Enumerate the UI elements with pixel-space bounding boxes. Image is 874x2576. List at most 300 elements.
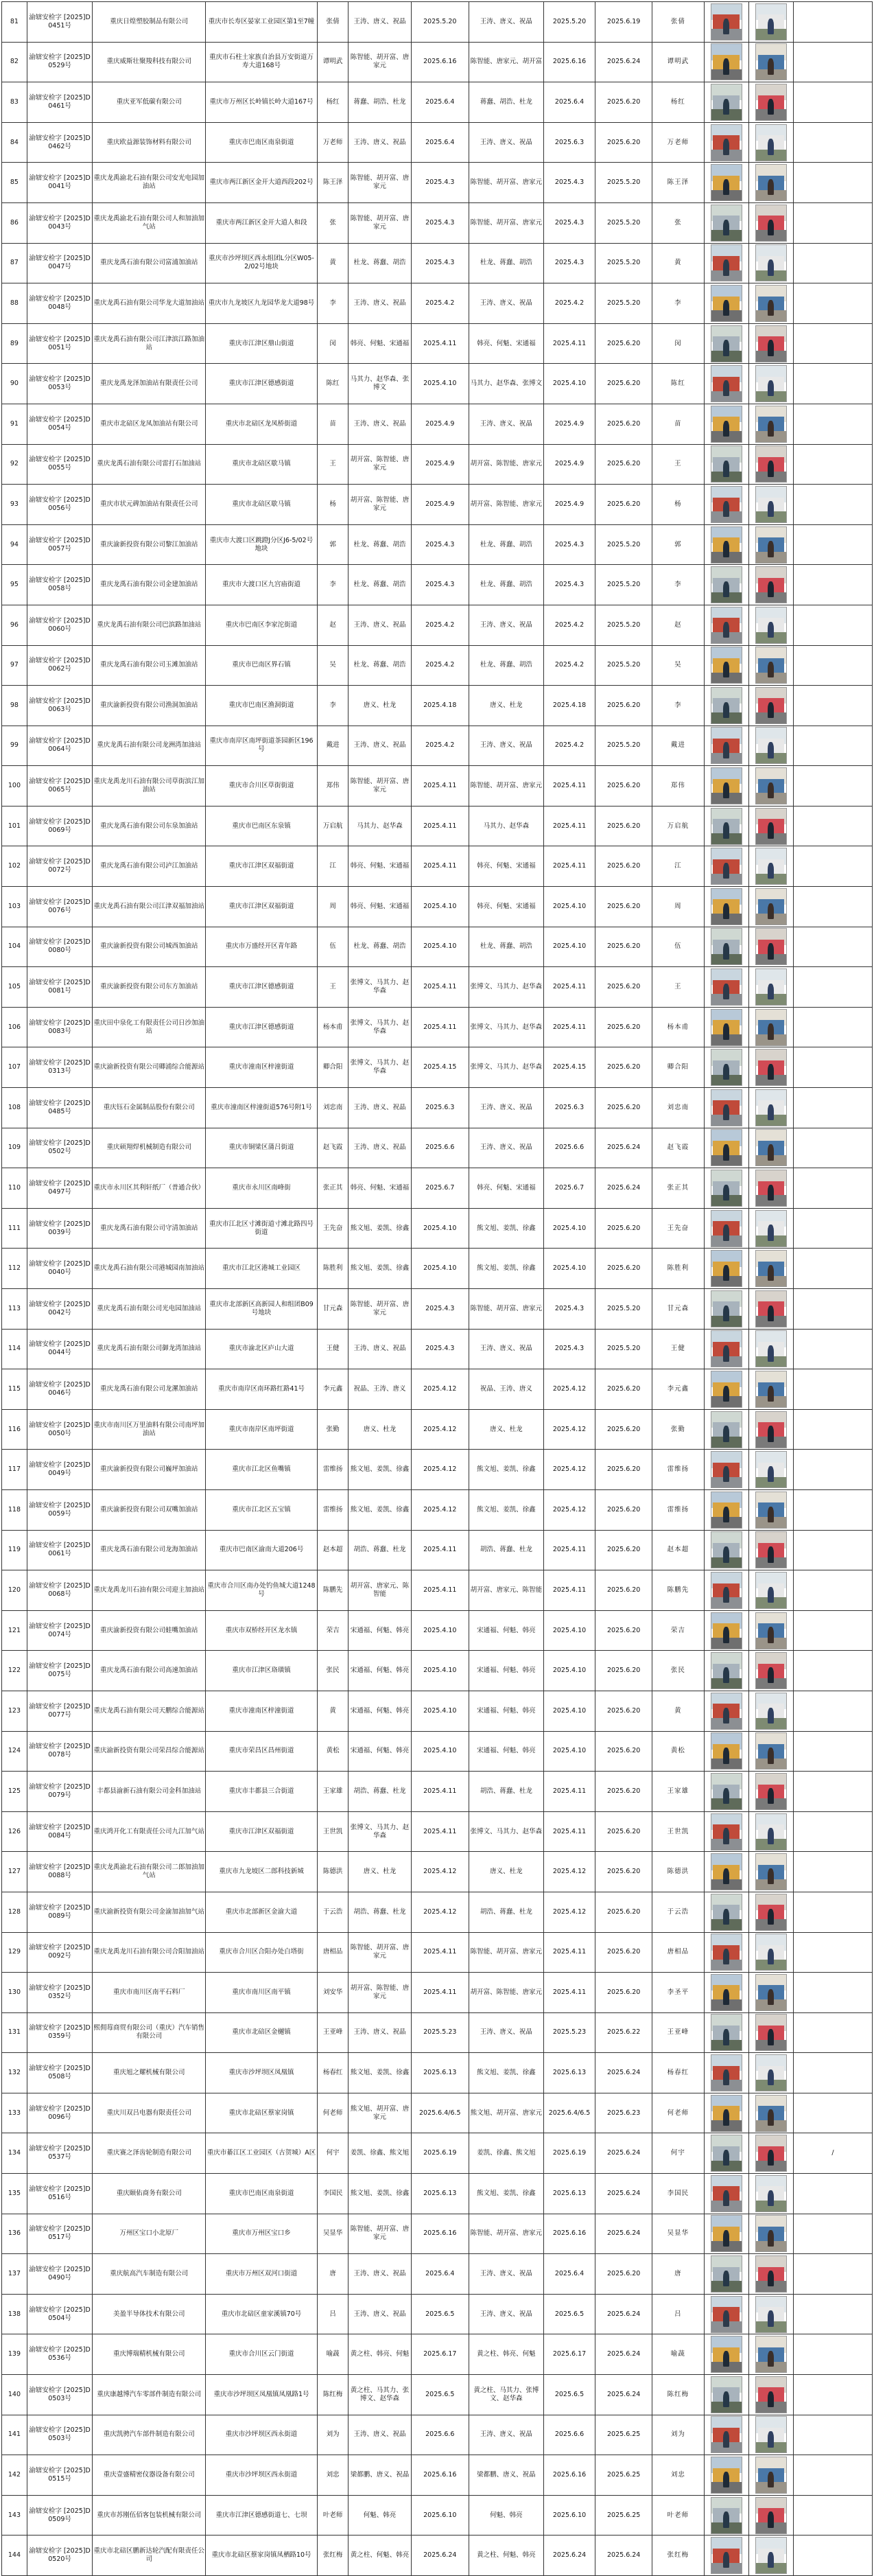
company-cell: 重庆龙禹龙川石油有限公司迎主加油站 — [93, 1570, 206, 1611]
company-cell: 重庆龙禹石油有限公司玉滩加油站 — [93, 645, 206, 686]
company-cell: 重庆龙禹龙川石油有限公司合阳加油站 — [93, 1932, 206, 1973]
inspect-date-cell: 2025.4.12 — [411, 1489, 469, 1530]
doc-number-cell: 渝辖安检字 [2025]D0451号 — [27, 2, 92, 43]
signature-cell: 万启航 — [652, 806, 704, 846]
deadline-cell: 2025.6.24 — [595, 2174, 652, 2214]
contact-cell: 雷维扬 — [317, 1450, 349, 1490]
contact-cell: 黄松 — [317, 1731, 349, 1772]
site-photo-icon — [711, 1250, 742, 1287]
inspect-date-cell: 2025.4.11 — [411, 1772, 469, 1812]
photo-cell — [748, 1208, 793, 1249]
doc-number-cell: 渝辖安检字 [2025]D0485号 — [27, 1088, 92, 1128]
table-row — [2, 927, 873, 967]
site-photo-icon — [755, 164, 787, 201]
address-cell: 重庆市綦江区工业园区（古贺城）A区 — [206, 2133, 318, 2174]
note-cell — [793, 1932, 872, 1973]
address-cell: 重庆市两江新区金开大道西段202号 — [206, 163, 318, 203]
reviewers-cell: 陈智能、胡开富、唐家元 — [469, 163, 543, 203]
table-row — [2, 1530, 873, 1570]
review-date-cell: 2025.4.10 — [543, 1651, 595, 1691]
site-photo-icon — [755, 1170, 787, 1207]
site-photo-icon — [711, 2537, 742, 2574]
review-date-cell: 2025.4.3 — [543, 1329, 595, 1369]
company-cell: 重庆市南川区万里油料有限公司南坪加油站 — [93, 1409, 206, 1450]
address-cell: 重庆市北部新区高新园人和组团B09号地块 — [206, 1289, 318, 1330]
signature-cell: 唐相品 — [652, 1932, 704, 1973]
inspect-date-cell: 2025.4.12 — [411, 1409, 469, 1450]
inspect-date-cell: 2025.4.12 — [411, 1892, 469, 1932]
site-photo-icon — [711, 445, 742, 483]
reviewers-cell: 胡浩、蒋蠢、杜龙 — [469, 1892, 543, 1932]
note-cell — [793, 1369, 872, 1410]
seq-cell: 81 — [2, 2, 27, 43]
inspect-date-cell: 2025.4.3 — [411, 1329, 469, 1369]
seq-cell: 101 — [2, 806, 27, 846]
deadline-cell: 2025.6.20 — [595, 1892, 652, 1932]
inspect-date-cell: 2025.4.3 — [411, 243, 469, 283]
inspectors-cell: 胡开富、唐家元、陈智能 — [349, 1570, 411, 1611]
inspect-date-cell: 2025.6.4 — [411, 2254, 469, 2295]
seq-cell: 142 — [2, 2455, 27, 2496]
photo-cell — [748, 1973, 793, 2013]
reviewers-cell: 王涛、唐义、祝晶 — [469, 605, 543, 645]
company-cell: 重庆市北碚区鹏新达轮汽配有限责任公司 — [93, 2536, 206, 2576]
table-row — [2, 846, 873, 887]
note-cell — [793, 645, 872, 686]
site-photo-icon — [711, 2054, 742, 2091]
signature-cell: 郑伟 — [652, 766, 704, 807]
review-date-cell: 2025.4.11 — [543, 846, 595, 887]
doc-number-cell: 渝辖安检字 [2025]D0088号 — [27, 1852, 92, 1892]
table-row — [2, 887, 873, 927]
address-cell: 重庆市北碚区龙凤桥街道 — [206, 404, 318, 444]
address-cell: 重庆市永川区南峰街 — [206, 1168, 318, 1209]
company-cell: 重庆博瑞精机械有限公司 — [93, 2334, 206, 2375]
site-photo-icon — [755, 968, 787, 1006]
site-photo-icon — [755, 406, 787, 443]
review-date-cell: 2025.4.15 — [543, 1047, 595, 1088]
review-date-cell: 2025.4.10 — [543, 927, 595, 967]
inspect-date-cell: 2025.4.10 — [411, 1610, 469, 1651]
site-photo-icon — [755, 1894, 787, 1931]
inspect-date-cell: 2025.4.10 — [411, 1651, 469, 1691]
site-photo-icon — [755, 2376, 787, 2413]
seq-cell: 97 — [2, 645, 27, 686]
photo-cell — [704, 1731, 748, 1772]
inspectors-cell: 唐义、杜龙 — [349, 1852, 411, 1892]
photo-cell — [748, 1932, 793, 1973]
reviewers-cell: 黄之柱、何魁、韩亮 — [469, 2536, 543, 2576]
photo-cell — [704, 1409, 748, 1450]
photo-cell — [704, 1289, 748, 1330]
seq-cell: 107 — [2, 1047, 27, 1088]
deadline-cell: 2025.6.20 — [595, 967, 652, 1008]
deadline-cell: 2025.6.20 — [595, 1530, 652, 1570]
seq-cell: 103 — [2, 887, 27, 927]
note-cell — [793, 1651, 872, 1691]
signature-cell: 吴显华 — [652, 2214, 704, 2254]
inspectors-cell: 胡开富、陈智能、唐家元 — [349, 1973, 411, 2013]
deadline-cell: 2025.6.24 — [595, 1128, 652, 1168]
note-cell — [793, 2455, 872, 2496]
table-row — [2, 1329, 873, 1369]
deadline-cell: 2025.6.20 — [595, 927, 652, 967]
contact-cell: 唐相品 — [317, 1932, 349, 1973]
inspect-date-cell: 2025.4.3 — [411, 202, 469, 243]
review-date-cell: 2025.6.6 — [543, 1128, 595, 1168]
signature-cell: 赵 — [652, 605, 704, 645]
site-photo-icon — [711, 1652, 742, 1689]
review-date-cell: 2025.4.10 — [543, 1249, 595, 1289]
note-cell — [793, 806, 872, 846]
doc-number-cell: 渝辖安检字 [2025]D0537号 — [27, 2133, 92, 2174]
site-photo-icon — [755, 3, 787, 40]
site-photo-icon — [755, 1934, 787, 1971]
table-row — [2, 323, 873, 364]
table-row — [2, 1932, 873, 1973]
inspectors-cell: 胡浩、蒋蠢、杜龙 — [349, 1530, 411, 1570]
seq-cell: 106 — [2, 1007, 27, 1047]
contact-cell: 赵本超 — [317, 1530, 349, 1570]
photo-cell — [748, 2375, 793, 2415]
contact-cell: 陈鹏先 — [317, 1570, 349, 1611]
contact-cell: 吴 — [317, 645, 349, 686]
site-photo-icon — [711, 1693, 742, 1730]
company-cell: 重庆渝新投资有限公司城西加油站 — [93, 927, 206, 967]
deadline-cell: 2025.6.25 — [595, 2415, 652, 2455]
site-photo-icon — [755, 928, 787, 965]
contact-cell: 卿合阳 — [317, 1047, 349, 1088]
seq-cell: 144 — [2, 2536, 27, 2576]
doc-number-cell: 渝辖安检字 [2025]D0060号 — [27, 605, 92, 645]
inspect-date-cell: 2025.4.11 — [411, 846, 469, 887]
reviewers-cell: 王涛、唐义、祝晶 — [469, 2, 543, 43]
seq-cell: 139 — [2, 2334, 27, 2375]
site-photo-icon — [755, 2255, 787, 2293]
review-date-cell: 2025.6.4 — [543, 2254, 595, 2295]
table-row — [2, 565, 873, 605]
deadline-cell: 2025.6.20 — [595, 364, 652, 404]
seq-cell: 116 — [2, 1409, 27, 1450]
deadline-cell: 2025.6.20 — [595, 1088, 652, 1128]
contact-cell: 王世凯 — [317, 1811, 349, 1852]
site-photo-icon — [711, 1129, 742, 1166]
note-cell — [793, 122, 872, 163]
inspect-date-cell: 2025.4.10 — [411, 1731, 469, 1772]
photo-cell — [704, 122, 748, 163]
site-photo-icon — [711, 647, 742, 684]
photo-cell — [704, 2455, 748, 2496]
inspect-date-cell: 2025.4.11 — [411, 1007, 469, 1047]
contact-cell: 郭 — [317, 524, 349, 565]
doc-number-cell: 渝辖安检字 [2025]D0516号 — [27, 2174, 92, 2214]
site-photo-icon — [755, 285, 787, 322]
site-photo-icon — [711, 84, 742, 121]
inspect-date-cell: 2025.4.10 — [411, 1208, 469, 1249]
contact-cell: 周 — [317, 887, 349, 927]
review-date-cell: 2025.4.2 — [543, 283, 595, 324]
site-photo-icon — [711, 848, 742, 885]
contact-cell: 张 — [317, 202, 349, 243]
review-date-cell: 2025.4.12 — [543, 1369, 595, 1410]
review-date-cell: 2025.6.19 — [543, 2133, 595, 2174]
deadline-cell: 2025.6.24 — [595, 2214, 652, 2254]
note-cell — [793, 202, 872, 243]
photo-cell — [704, 1570, 748, 1611]
inspect-date-cell: 2025.6.10 — [411, 2495, 469, 2536]
photo-cell — [704, 1088, 748, 1128]
photo-cell — [704, 726, 748, 766]
company-cell: 重庆凯骋汽车部件制造有限公司 — [93, 2415, 206, 2455]
reviewers-cell: 宋通福、何魁、韩亮 — [469, 1651, 543, 1691]
doc-number-cell: 渝辖安检字 [2025]D0065号 — [27, 766, 92, 807]
site-photo-icon — [711, 808, 742, 845]
doc-number-cell: 渝辖安检字 [2025]D0462号 — [27, 122, 92, 163]
site-photo-icon — [711, 1290, 742, 1327]
table-row — [2, 1289, 873, 1330]
signature-cell: 张正其 — [652, 1168, 704, 1209]
signature-cell: 苗 — [652, 404, 704, 444]
site-photo-icon — [755, 1974, 787, 2011]
signature-cell: 王家雄 — [652, 1772, 704, 1812]
inspectors-cell: 陈智能、胡开富、唐家元 — [349, 202, 411, 243]
note-cell — [793, 2174, 872, 2214]
deadline-cell: 2025.6.20 — [595, 887, 652, 927]
site-photo-icon — [711, 1612, 742, 1649]
contact-cell: 李 — [317, 686, 349, 726]
doc-number-cell: 渝辖安检字 [2025]D0053号 — [27, 364, 92, 404]
site-photo-icon — [711, 3, 742, 40]
company-cell: 重庆龙禹石油有限公司富浦加油站 — [93, 243, 206, 283]
signature-cell: 陈德洪 — [652, 1852, 704, 1892]
note-cell — [793, 1128, 872, 1168]
contact-cell: 王先奋 — [317, 1208, 349, 1249]
seq-cell: 92 — [2, 444, 27, 485]
deadline-cell: 2025.6.20 — [595, 1772, 652, 1812]
photo-cell — [704, 1329, 748, 1369]
review-date-cell: 2025.6.6 — [543, 2415, 595, 2455]
site-photo-icon — [711, 2215, 742, 2252]
site-photo-icon — [755, 365, 787, 402]
signature-cell: 何宇 — [652, 2133, 704, 2174]
inspect-date-cell: 2025.4.11 — [411, 766, 469, 807]
deadline-cell: 2025.6.24 — [595, 2536, 652, 2576]
doc-number-cell: 渝辖安检字 [2025]D0504号 — [27, 2294, 92, 2334]
site-photo-icon — [711, 1330, 742, 1367]
photo-cell — [704, 1168, 748, 1209]
address-cell: 重庆市荣昌区昌州街道 — [206, 1731, 318, 1772]
note-cell — [793, 163, 872, 203]
reviewers-cell: 陈智能、唐家元、胡开富 — [469, 42, 543, 82]
review-date-cell: 2025.4.11 — [543, 1973, 595, 2013]
note-cell — [793, 82, 872, 123]
note-cell — [793, 927, 872, 967]
doc-number-cell: 渝辖安检字 [2025]D0502号 — [27, 1128, 92, 1168]
company-cell: 重庆龙禹石油有限公司华龙大道加油站 — [93, 283, 206, 324]
inspectors-cell: 宋通福、何魁、韩亮 — [349, 1731, 411, 1772]
site-photo-icon — [755, 1411, 787, 1448]
signature-cell: 何老师 — [652, 2093, 704, 2133]
seq-cell: 82 — [2, 42, 27, 82]
seq-cell: 132 — [2, 2053, 27, 2093]
inspectors-cell: 王涛、唐义、祝晶 — [349, 404, 411, 444]
signature-cell: 李 — [652, 686, 704, 726]
note-cell — [793, 2495, 872, 2536]
table-row — [2, 2536, 873, 2576]
site-photo-icon — [755, 2054, 787, 2091]
site-photo-icon — [755, 526, 787, 564]
inspect-date-cell: 2025.4.2 — [411, 605, 469, 645]
review-date-cell: 2025.4.2 — [543, 605, 595, 645]
address-cell: 重庆市巴南区界石镇 — [206, 645, 318, 686]
photo-cell — [704, 645, 748, 686]
address-cell: 重庆市沙坪坝区西永街道 — [206, 2415, 318, 2455]
inspectors-cell: 黄之柱、韩亮、何魁 — [349, 2334, 411, 2375]
site-photo-icon — [755, 486, 787, 523]
photo-cell — [748, 42, 793, 82]
inspectors-cell: 王涛、唐义、祝晶 — [349, 2, 411, 43]
address-cell: 重庆市江津区双福街道 — [206, 887, 318, 927]
reviewers-cell: 陈智能、胡开富、唐家元 — [469, 1932, 543, 1973]
seq-cell: 88 — [2, 283, 27, 324]
seq-cell: 83 — [2, 82, 27, 123]
inspectors-cell: 王涛、唐义、祝晶 — [349, 2294, 411, 2334]
inspect-date-cell: 2025.6.16 — [411, 2455, 469, 2496]
contact-cell: 唐 — [317, 2254, 349, 2295]
address-cell: 重庆市巴南区南泉街道 — [206, 122, 318, 163]
review-date-cell: 2025.4.3 — [543, 202, 595, 243]
reviewers-cell: 王涛、唐义、祝晶 — [469, 2012, 543, 2053]
company-cell: 重庆欧益源装饰材料有限公司 — [93, 122, 206, 163]
inspect-date-cell: 2025.4.11 — [411, 967, 469, 1008]
note-cell — [793, 1892, 872, 1932]
note-cell — [793, 1168, 872, 1209]
inspect-date-cell: 2025.4.3 — [411, 565, 469, 605]
address-cell: 重庆市北碚区蔡家岗镇 — [206, 2093, 318, 2133]
photo-cell — [704, 1208, 748, 1249]
contact-cell: 刘忠 — [317, 2455, 349, 2496]
reviewers-cell: 陈智能、胡开富、唐家元 — [469, 202, 543, 243]
table-row — [2, 1973, 873, 2013]
site-photo-icon — [755, 1531, 787, 1568]
reviewers-cell: 胡开富、陈智能、唐家元 — [469, 1973, 543, 2013]
site-photo-icon — [711, 2296, 742, 2333]
company-cell: 重庆龙禹石油有限公司港城园南加油站 — [93, 1249, 206, 1289]
site-photo-icon — [711, 285, 742, 322]
photo-cell — [748, 2455, 793, 2496]
site-photo-icon — [711, 2497, 742, 2534]
company-cell: 万州区宝口小北原厂 — [93, 2214, 206, 2254]
photo-cell — [748, 163, 793, 203]
company-cell: 重庆龙禹石油有限公司守清加油站 — [93, 1208, 206, 1249]
signature-cell: 王先奋 — [652, 1208, 704, 1249]
doc-number-cell: 渝辖安检字 [2025]D0059号 — [27, 1489, 92, 1530]
inspect-date-cell: 2025.6.4/6.5 — [411, 2093, 469, 2133]
deadline-cell: 2025.5.20 — [595, 605, 652, 645]
inspectors-cell: 宋通福、何魁、韩亮 — [349, 1691, 411, 1731]
reviewers-cell: 王涛、唐义、祝晶 — [469, 283, 543, 324]
address-cell: 重庆市石柱土家族自治县万安街道万寿大道168号 — [206, 42, 318, 82]
review-date-cell: 2025.4.3 — [543, 1289, 595, 1330]
review-date-cell: 2025.4.10 — [543, 1691, 595, 1731]
inspect-date-cell: 2025.6.13 — [411, 2053, 469, 2093]
seq-cell: 100 — [2, 766, 27, 807]
company-cell: 重庆龙禹龙泽加油站有限责任公司 — [93, 364, 206, 404]
signature-cell: 王 — [652, 967, 704, 1008]
note-cell — [793, 404, 872, 444]
signature-cell: 李元鑫 — [652, 1369, 704, 1410]
contact-cell: 刘安华 — [317, 1973, 349, 2013]
deadline-cell: 2025.6.20 — [595, 1249, 652, 1289]
deadline-cell: 2025.6.20 — [595, 1047, 652, 1088]
site-photo-icon — [755, 1451, 787, 1488]
signature-cell: 唐 — [652, 2254, 704, 2295]
address-cell: 重庆市巴南区李家沱街道 — [206, 605, 318, 645]
note-cell — [793, 1208, 872, 1249]
note-cell — [793, 323, 872, 364]
review-date-cell: 2025.6.5 — [543, 2375, 595, 2415]
inspect-date-cell: 2025.4.3 — [411, 163, 469, 203]
contact-cell: 黄 — [317, 1691, 349, 1731]
site-photo-icon — [755, 1813, 787, 1850]
table-row — [2, 42, 873, 82]
site-photo-icon — [711, 607, 742, 644]
deadline-cell: 2025.5.20 — [595, 645, 652, 686]
site-photo-icon — [711, 1934, 742, 1971]
table-row — [2, 283, 873, 324]
deadline-cell: 2025.6.20 — [595, 2254, 652, 2295]
review-date-cell: 2025.4.2 — [543, 645, 595, 686]
contact-cell: 刘忠南 — [317, 1088, 349, 1128]
table-row — [2, 1409, 873, 1450]
contact-cell: 闵 — [317, 323, 349, 364]
inspectors-cell: 熊文旭、姜凯、徐鑫 — [349, 1489, 411, 1530]
seq-cell: 90 — [2, 364, 27, 404]
contact-cell: 戴进 — [317, 726, 349, 766]
contact-cell: 李元鑫 — [317, 1369, 349, 1410]
photo-cell — [704, 1530, 748, 1570]
company-cell: 重庆龙禹石油有限公司龙海加油站 — [93, 1530, 206, 1570]
deadline-cell: 2025.5.20 — [595, 163, 652, 203]
site-photo-icon — [711, 1411, 742, 1448]
contact-cell: 陈胜利 — [317, 1249, 349, 1289]
contact-cell: 谭明武 — [317, 42, 349, 82]
review-date-cell: 2025.6.3 — [543, 1088, 595, 1128]
deadline-cell: 2025.5.20 — [595, 202, 652, 243]
inspectors-cell: 王涛、唐义、祝晶 — [349, 605, 411, 645]
inspect-date-cell: 2025.6.16 — [411, 2214, 469, 2254]
reviewers-cell: 熊文旭、姜凯、徐鑫 — [469, 2053, 543, 2093]
address-cell: 重庆市南川区南平镇 — [206, 1973, 318, 2013]
contact-cell: 王健 — [317, 1329, 349, 1369]
inspectors-cell: 王涛、唐义、祝晶 — [349, 2012, 411, 2053]
doc-number-cell: 渝辖安检字 [2025]D0043号 — [27, 202, 92, 243]
deadline-cell: 2025.5.20 — [595, 283, 652, 324]
review-date-cell: 2025.6.4/6.5 — [543, 2093, 595, 2133]
seq-cell: 86 — [2, 202, 27, 243]
seq-cell: 110 — [2, 1168, 27, 1209]
note-cell — [793, 42, 872, 82]
review-date-cell: 2025.4.10 — [543, 1731, 595, 1772]
reviewers-cell: 胡浩、蒋蠢、杜龙 — [469, 1530, 543, 1570]
doc-number-cell: 渝辖安检字 [2025]D0039号 — [27, 1208, 92, 1249]
inspect-date-cell: 2025.4.11 — [411, 323, 469, 364]
inspect-date-cell: 2025.5.20 — [411, 2, 469, 43]
company-cell: 重庆龙禹石油有限公司天鹏综合能源站 — [93, 1691, 206, 1731]
site-photo-icon — [755, 124, 787, 161]
seq-cell: 102 — [2, 846, 27, 887]
company-cell: 重庆渝新投资有限公司卿浦综合能源站 — [93, 1047, 206, 1088]
